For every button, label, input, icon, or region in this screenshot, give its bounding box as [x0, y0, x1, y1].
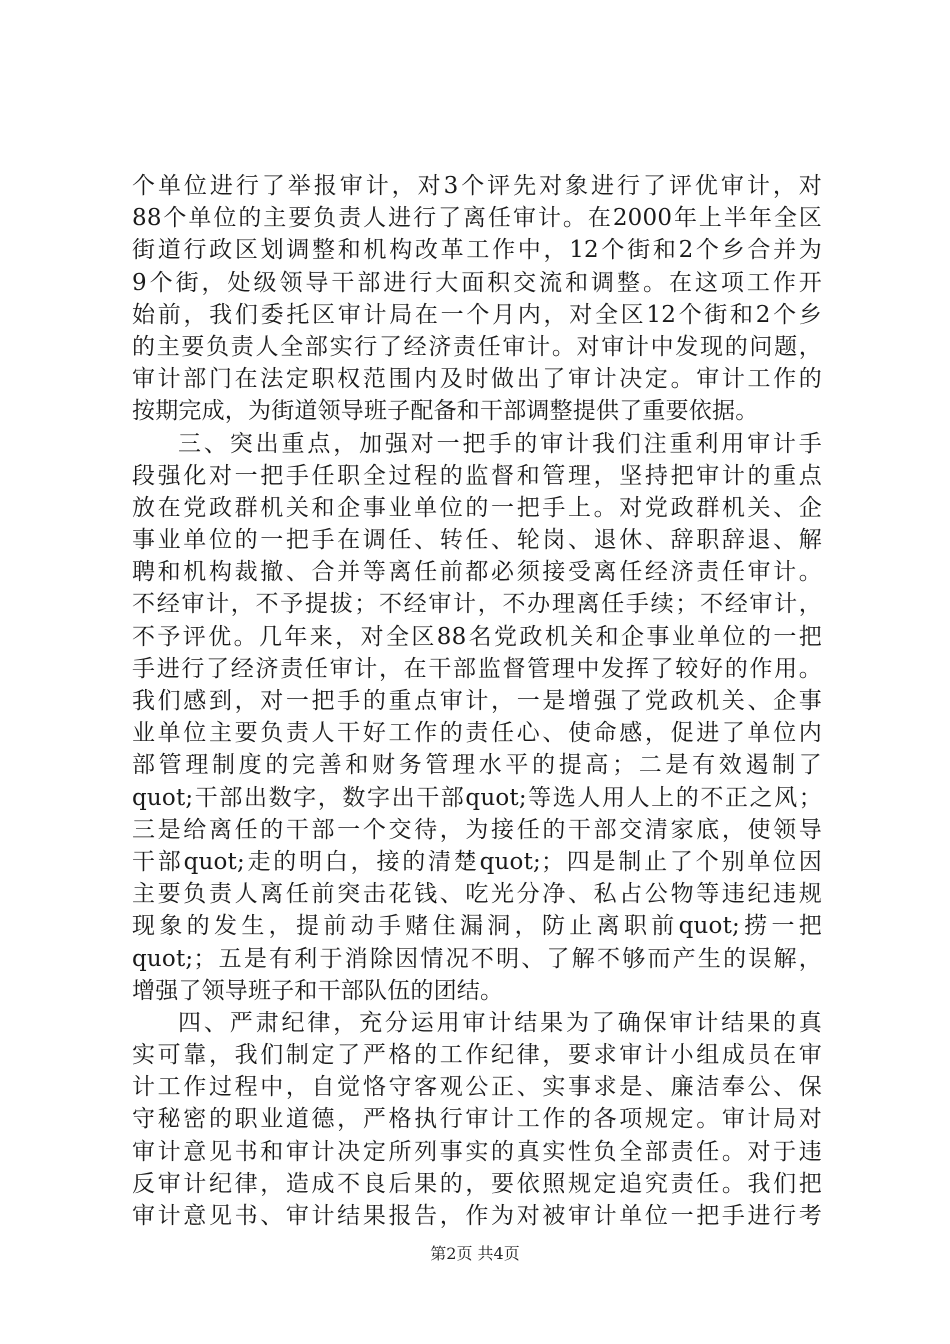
text-line: 事业单位的一把手在调任、转任、轮岗、退休、辞职辞退、解 [132, 527, 822, 554]
text-line: 我们感到，对一把手的重点审计，一是增强了党政机关、企事 [132, 688, 822, 714]
text-line: 个单位进行了举报审计，对3个评先对象进行了评优审计，对 [132, 173, 822, 199]
text-line: 放在党政群机关和企事业单位的一把手上。对党政群机关、企 [132, 494, 822, 521]
text-line: 始前，我们委托区审计局在一个月内，对全区12个街和2个乡 [132, 301, 822, 328]
text-line: 反审计纪律，造成不良后果的，要依照规定追究责任。我们把 [132, 1170, 822, 1197]
document-body [132, 170, 822, 1232]
text-line: 88个单位的主要负责人进行了离任审计。在2000年上半年全区 [132, 205, 822, 232]
text-line: 聘和机构裁撤、合并等离任前都必须接受离任经济责任审计。 [132, 559, 822, 586]
text-line: 审计部门在法定职权范围内及时做出了审计决定。审计工作的 [132, 366, 822, 393]
text-line: 审计意见书和审计决定所列事实的真实性负全部责任。对于违 [132, 1138, 822, 1165]
text-line: quot;；五是有利于消除因情况不明、了解不够而产生的误解， [132, 945, 822, 972]
text-line: 主要负责人离任前突击花钱、吃光分净、私占公物等违纪违规 [132, 881, 822, 908]
text-line: 计工作过程中，自觉恪守客观公正、实事求是、廉洁奉公、保 [132, 1074, 822, 1101]
text-line: 四、严肃纪律，充分运用审计结果为了确保审计结果的真 [178, 1009, 822, 1036]
text-line: 不经审计，不予提拔；不经审计，不办理离任手续；不经审计， [132, 591, 822, 618]
text-line: 审计意见书、审计结果报告，作为对被审计单位一把手进行考 [132, 1203, 822, 1229]
text-line: 的主要负责人全部实行了经济责任审计。对审计中发现的问题， [132, 333, 822, 360]
text-line: 按期完成，为街道领导班子配备和干部调整提供了重要依据。 [132, 398, 759, 425]
text-line: 部管理制度的完善和财务管理水平的提高；二是有效遏制了 [132, 752, 822, 779]
text-line: 干部quot;走的明白，接的清楚quot;；四是制止了个别单位因 [132, 848, 822, 875]
page-footer: 第2页 共4页 [430, 1244, 520, 1263]
text-line: 守秘密的职业道德，严格执行审计工作的各项规定。审计局对 [132, 1106, 822, 1133]
text-line: 9个街，处级领导干部进行大面积交流和调整。在这项工作开 [132, 269, 822, 296]
text-line: 三、突出重点，加强对一把手的审计我们注重利用审计手 [178, 430, 822, 457]
text-line: 增强了领导班子和干部队伍的团结。 [132, 977, 504, 1004]
text-line: 业单位主要负责人干好工作的责任心、使命感，促进了单位内 [132, 720, 822, 747]
text-line: 现象的发生，提前动手赌住漏洞，防止离职前quot;捞一把 [132, 913, 822, 940]
text-line: 段强化对一把手任职全过程的监督和管理，坚持把审计的重点 [132, 462, 822, 489]
text-line: 手进行了经济责任审计，在干部监督管理中发挥了较好的作用。 [132, 655, 822, 682]
text-line: quot;干部出数字，数字出干部quot;等选人用人上的不正之风； [132, 784, 822, 811]
text-line: 实可靠，我们制定了严格的工作纪律，要求审计小组成员在审 [132, 1042, 822, 1069]
text-line: 街道行政区划调整和机构改革工作中，12个街和2个乡合并为 [132, 237, 822, 264]
text-line: 不予评优。几年来，对全区88名党政机关和企事业单位的一把 [132, 623, 822, 650]
text-line: 三是给离任的干部一个交待，为接任的干部交清家底，使领导 [132, 816, 822, 843]
